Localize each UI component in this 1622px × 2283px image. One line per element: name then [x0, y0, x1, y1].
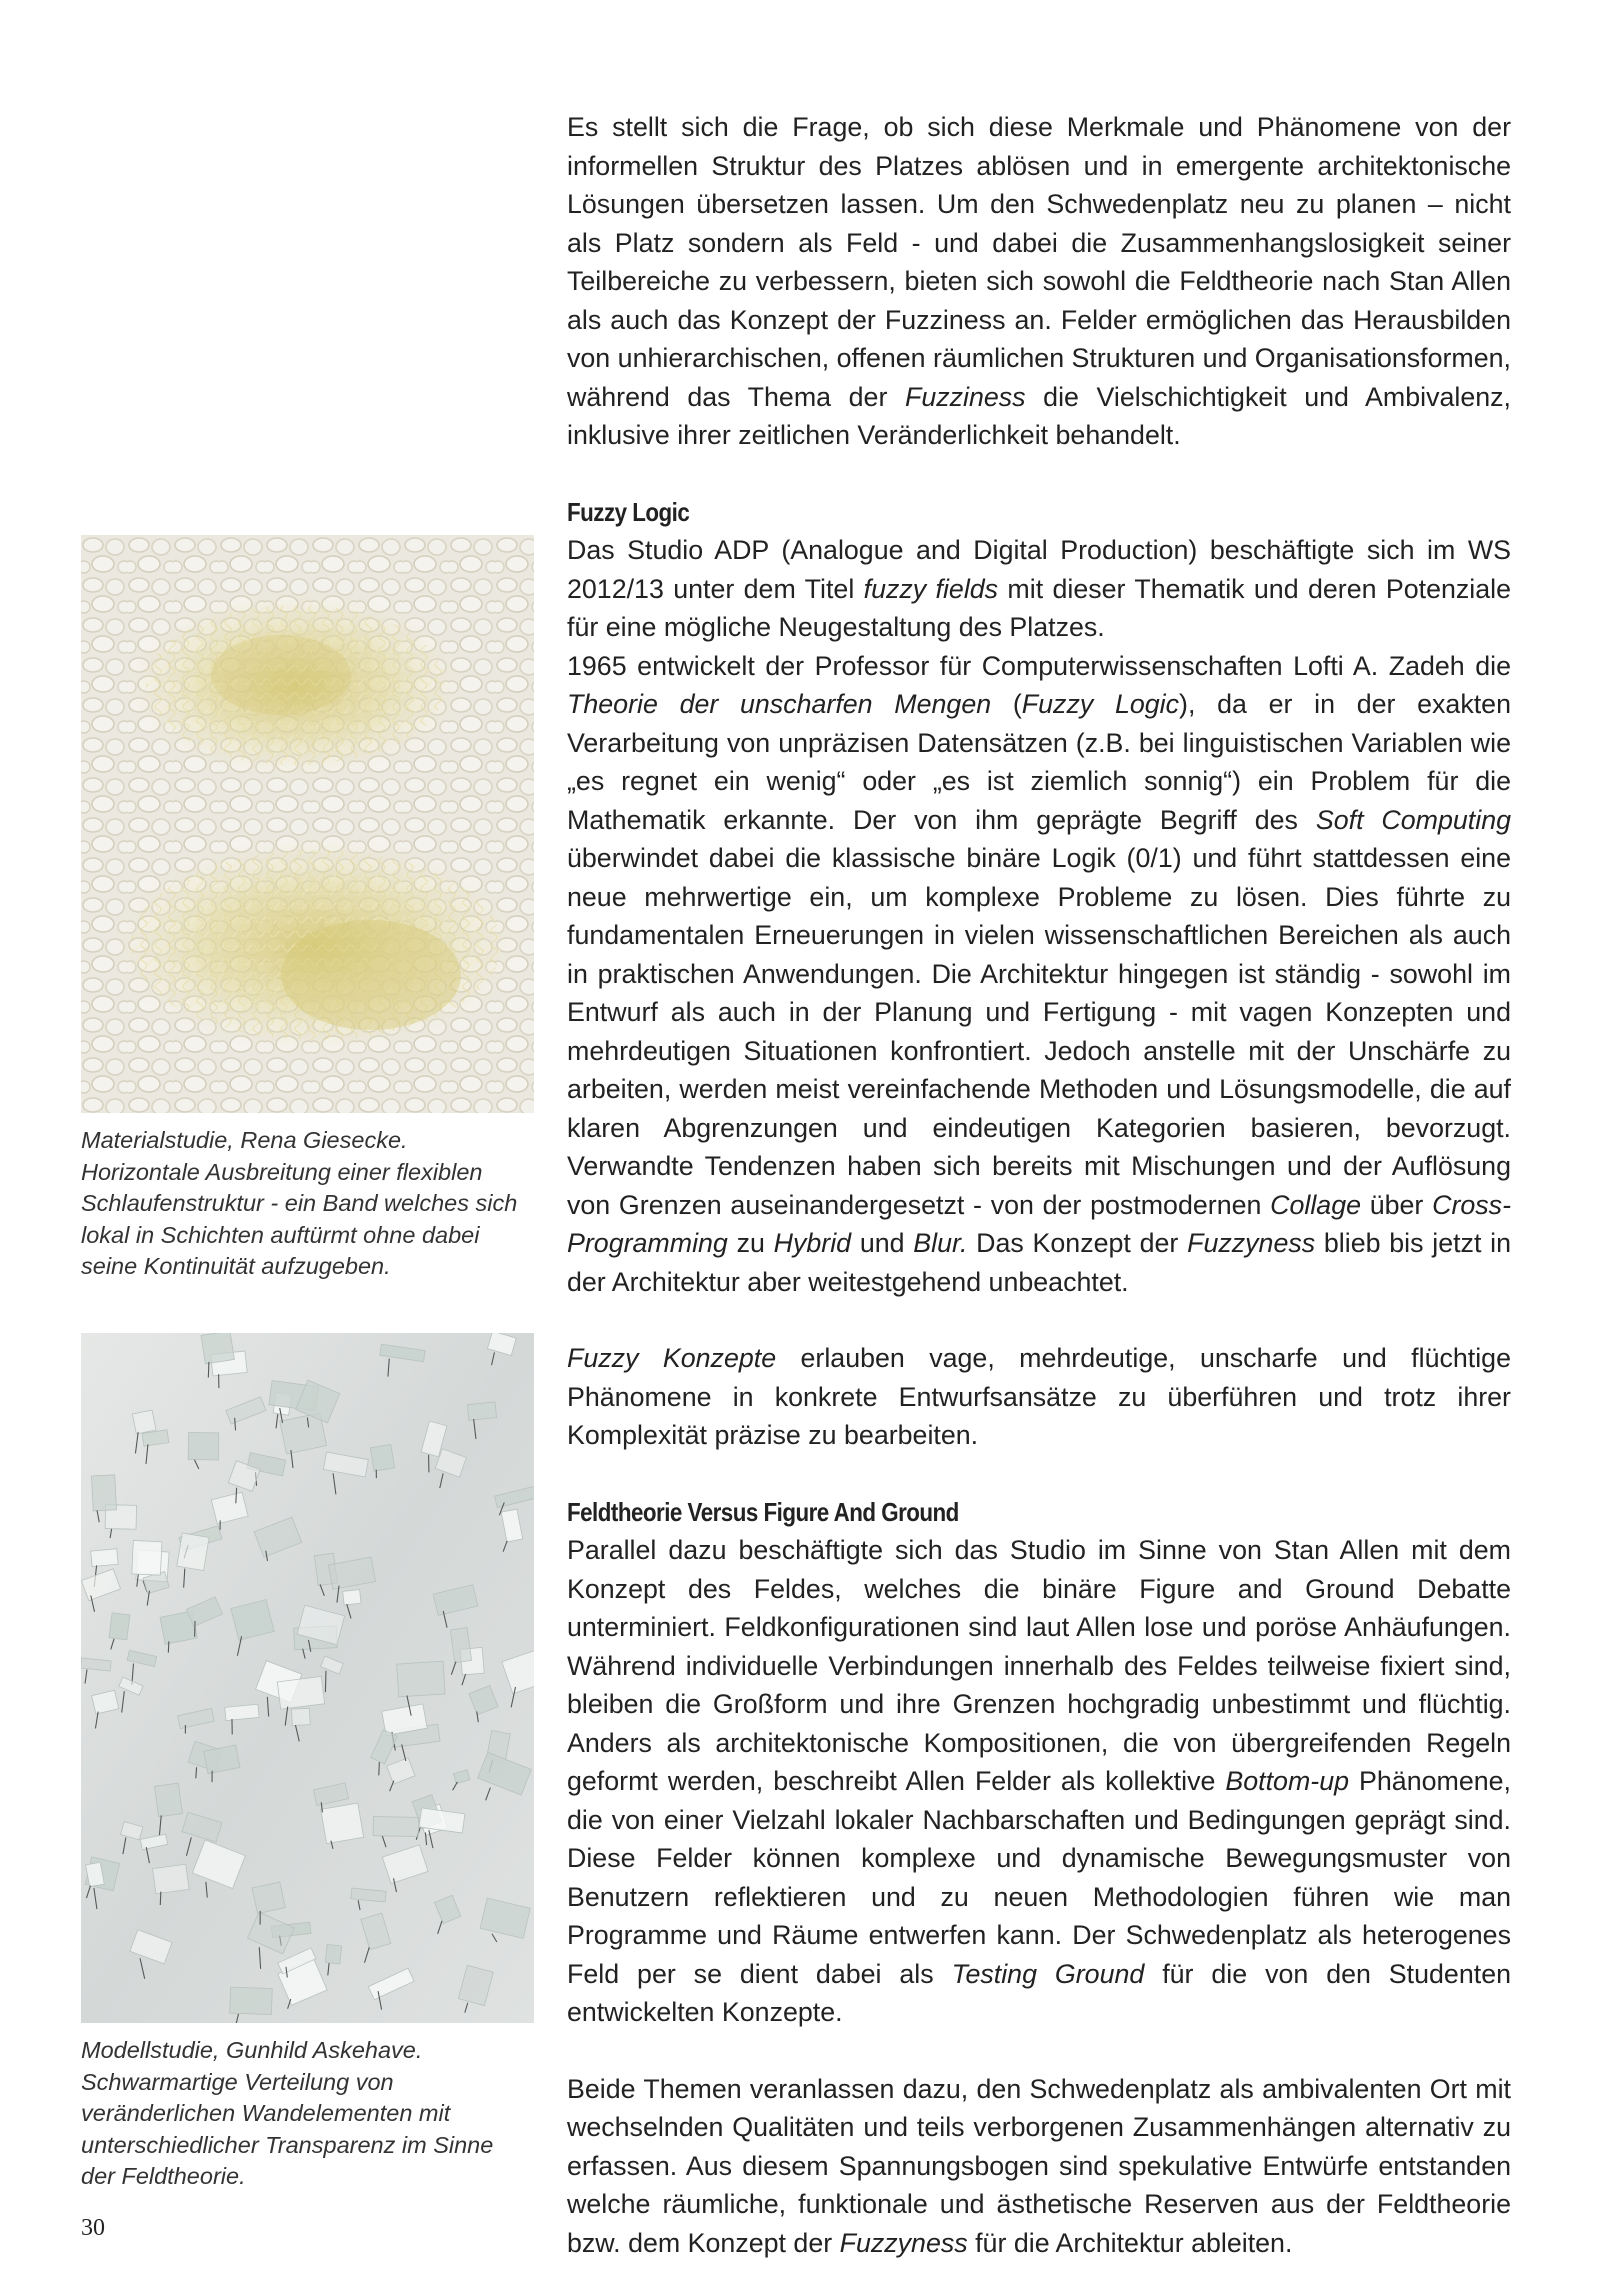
caption-line: Schlaufenstruktur - ein Band welches sich	[81, 1190, 518, 1216]
emphasis-text: Theorie der unscharfen Mengen	[567, 689, 992, 719]
wall-panel	[91, 1549, 118, 1567]
caption-line: veränderlichen Wandelementen mit	[81, 2100, 451, 2126]
feldtheorie-paragraph-2: Beide Themen veranlassen dazu, den Schwedenplatz als ambivalenten Ort mit wechselnden Qualitäten und teils verborgenen Zusammenhängen alternativ zu erfassen. Aus diesem Spannungsbogen sind spekulative Entwürfe entstanden welche räumliche, funktionale und ästhetische Reserven aus der Feldtheorie bzw. dem Konzept der Fuzzyness für die Architektur ableiten.	[567, 2073, 1511, 2258]
model-study-photo	[81, 1333, 534, 2023]
wall-panel	[252, 1882, 285, 1914]
material-study-photo	[81, 535, 534, 1113]
fuzzy-logic-paragraph-1: Das Studio ADP (Analogue and Digital Production) beschäftigte sich im WS 2012/13 unter dem Titel fuzzy fields mit dieser Thematik und deren Potenziale für eine mögliche Neugestaltung des Platzes.	[567, 535, 1511, 642]
wall-panel	[132, 1410, 156, 1434]
wall-panel	[109, 1613, 130, 1640]
emphasis-text: Bottom-up	[1225, 1766, 1350, 1796]
wall-panel	[343, 1590, 361, 1605]
emphasis-text: Fuzzyness	[1187, 1228, 1316, 1258]
caption-line: Materialstudie, Rena Giesecke.	[81, 1127, 408, 1153]
panel-shadow-line	[208, 1362, 209, 1378]
heading-fuzzy-logic: Fuzzy Logic	[567, 496, 690, 527]
fuzzy-logic-paragraph-2: 1965 entwickelt der Professor für Computerwissenschaften Lofti A. Zadeh die Theorie der unscharfen Mengen (Fuzzy Logic), da er in der exakten Verarbeitung von unpräzisen Datensätzen (z.B. bei linguistischen Variablen wie „es regnet ein wenig“ oder „es ist ziemlich sonnig“) ein Problem für die Mathematik erkannte. Der von ihm geprägte Begriff des Soft Computing überwindet dabei die klassische binäre Logik (0/1) und führt stattdessen eine neue mehrwertige ein, um komplexe Probleme zu lösen. Dies führte zu fundamentalen Erneuerungen in vielen wissenschaftlichen Bereichen als auch in praktischen Anwendungen. Die Architektur hingegen ist ständig - sowohl im Entwurf als auch in der Planung und Fertigung - mit vagen Konzepten und mehrdeutigen Situationen konfrontiert. Jedoch anstelle mit der Unschärfe zu arbeiten, werden meist vereinfachende Methoden und Lösungsmodelle, die auf klaren Abgrenzungen und eindeutigen Kategorien basieren, bevorzugt. Verwandte Tendenzen haben sich bereits mit Mischungen und der Auflösung von Grenzen auseinandergesetzt - von der postmodernen Collage über Cross-Programming zu Hybrid und Blur. Das Konzept der Fuzzyness blieb bis jetzt in der Architektur aber weitestgehend unbeachtet.	[567, 650, 1512, 1297]
wall-panel	[321, 1803, 364, 1844]
page-number: 30	[81, 2215, 105, 2241]
panel-shadow-line	[160, 1892, 161, 1905]
figure-material-study	[81, 535, 534, 1283]
wall-panel	[467, 1402, 496, 1420]
emphasis-text: Fuzziness	[904, 381, 1026, 412]
wall-panel	[177, 1533, 209, 1571]
emphasis-text: Fuzzyness	[839, 2227, 968, 2258]
caption-line: lokal in Schichten auftürmt ohne dabei	[81, 1221, 480, 1248]
caption-line: der Feldtheorie.	[81, 2163, 246, 2189]
caption-line: seine Kontinuität aufzugeben.	[81, 1253, 391, 1279]
emphasis-text: Soft Computing	[1315, 804, 1512, 835]
emphasis-text: Fuzzy Konzepte	[567, 1343, 777, 1373]
emphasis-text: Hybrid	[773, 1228, 852, 1258]
emphasis-text: fuzzy fields	[863, 573, 999, 604]
wall-panel	[373, 1817, 419, 1837]
wall-panel	[397, 1661, 445, 1697]
wall-panel	[154, 1783, 182, 1817]
heading-feldtheorie: Feldtheorie Versus Figure And Ground	[567, 1496, 959, 1527]
wall-panel	[291, 1708, 310, 1725]
emphasis-text: Blur.	[913, 1228, 968, 1258]
loop-structure-image	[81, 535, 534, 1113]
caption-line: unterschiedlicher Transparenz im Sinne	[81, 2131, 494, 2158]
main-text-column	[567, 108, 1511, 2262]
wall-panel	[153, 1864, 190, 1894]
fuzzy-logic-paragraph-3: Fuzzy Konzepte erlauben vage, mehrdeutige, unscharfe und flüchtige Phänomene in konkrete Entwurfsansätze zu überführen und trotz ihrer Komplexität präzise zu bearbeiten.	[567, 1343, 1511, 1450]
emphasis-text: Cross-Programming	[567, 1189, 1511, 1258]
wall-elements-model-image	[81, 1333, 534, 2023]
figure-model-study-caption	[81, 2035, 534, 2193]
panel-shadow-line	[168, 1641, 169, 1652]
figure-model-study	[81, 1333, 534, 2193]
wall-panel	[132, 1540, 162, 1575]
panel-shadow-line	[379, 1762, 380, 1775]
intro-paragraph: Es stellt sich die Frage, ob sich diese Merkmale und Phänomene von der informellen Struktur des Platzes ablösen und in emergente architektonische Lösungen übersetzen lassen. Um den Schwedenplatz neu zu planen – nicht als Platz sondern als Feld - und dabei die Zusammenhangslosigkeit seiner Teilbereiche zu verbessern, bieten sich sowohl die Feldtheorie nach Stan Allen als auch das Konzept der Fuzziness an. Felder ermöglichen das Herausbilden von unhierarchischen, offenen räumlichen Strukturen und Organisationsformen, während das Thema der Fuzziness die Vielschichtigkeit und Ambivalenz, inklusive ihrer zeitlichen Veränderlichkeit behandelt.	[567, 112, 1512, 450]
caption-line: Horizontale Ausbreitung einer flexiblen	[81, 1158, 483, 1185]
caption-line: Schwarmartige Verteilung von	[81, 2068, 394, 2095]
figure-material-study-caption	[81, 1125, 534, 1283]
panel-shadow-line	[325, 1671, 326, 1692]
wall-panel	[277, 1676, 324, 1709]
emphasis-text: Testing Ground	[951, 1958, 1145, 1989]
wall-panel	[325, 1944, 341, 1963]
emphasis-text: Collage	[1270, 1189, 1361, 1220]
wall-panel	[92, 1475, 117, 1511]
caption-line: Modellstudie, Gunhild Askehave.	[81, 2037, 423, 2063]
emphasis-text: Fuzzy Logic	[1021, 689, 1180, 719]
wall-panel	[225, 1704, 259, 1720]
wall-panel	[201, 1333, 234, 1364]
wall-panel	[188, 1432, 219, 1460]
wall-panel	[230, 1987, 273, 2014]
feldtheorie-paragraph-1: Parallel dazu beschäftigte sich das Studio im Sinne von Stan Allen mit dem Konzept des Feldes, welches die binäre Figure and Ground Debatte unterminiert. Feldkonfigurationen sind laut Allen lose und poröse Anhäufungen. Während individuelle Verbindungen innerhalb des Feldes teilweise fixiert sind, bleiben die Großform und ihre Grenzen hochgradig unbestimmt und flüchtig. Anders als architektonische Kompositionen, die von übergreifenden Regeln geformt werden, beschreibt Allen Felder als kollektive Bottom-up Phänomene, die von einer Vielzahl lokaler Nachbarschaften und Bedingungen geprägt sind. Diese Felder können komplexe und dynamische Bewegungsmuster von Benutzern reflektieren und zu neuen Methodologien führen wie man Programme und Räume entwerfen kann. Der Schwedenplatz als heterogenes Feld per se dient dabei als Testing Ground für die von den Studenten entwickelten Konzepte.	[567, 1535, 1511, 2027]
wall-panel	[370, 1444, 394, 1471]
